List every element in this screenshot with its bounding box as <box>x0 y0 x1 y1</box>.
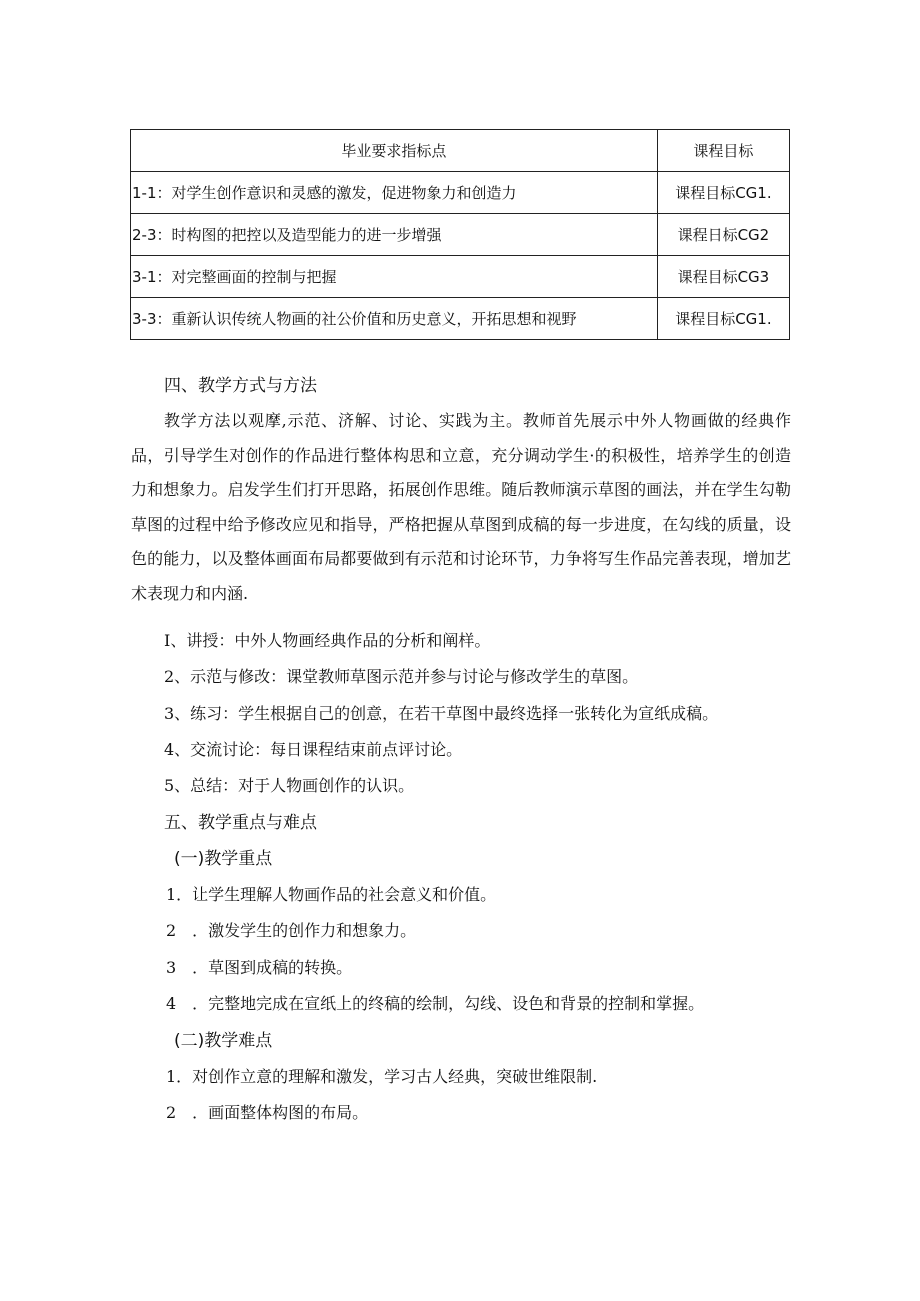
table-header-cell: 课程目标 <box>657 130 789 172</box>
table-header-cell: 毕业要求指标点 <box>131 130 658 172</box>
list-item: 4、交流讨论：每日课程结束前点评讨论。 <box>164 740 463 759</box>
list-item: 3、练习：学生根据自己的创意，在若干草图中最终选择一张转化为宣纸成稿。 <box>164 704 719 723</box>
table-cell: 3-1：对完整画面的控制与把握 <box>131 256 658 298</box>
requirements-table <box>130 129 790 340</box>
table-row <box>131 298 790 340</box>
table-row <box>131 256 790 298</box>
table-row <box>131 214 790 256</box>
list-item: I、讲授：中外人物画经典作品的分析和阐样。 <box>164 631 491 650</box>
list-item: 1．对创作立意的理解和激发，学习古人经典，突破世维限制. <box>166 1067 598 1086</box>
section-5-heading: 五、教学重点与难点 <box>164 813 317 833</box>
list-item: 2 ．激发学生的创作力和想象力。 <box>166 921 417 940</box>
section-4-paragraph: 教学方法以观摩,示范、济解、讨论、实践为主。教师首先展示中外人物画做的经典作品，引导学生对创作的作品进行整体构思和立意，充分调动学生·的积极性，培养学生的创造力和想象力。启发学生们打开思路，拓展创作思维。随后教师演示草图的画法，并在学生勾勒草图的过程中给予修改应见和指导，严格把握从草图到成稿的每一步进度，在勾线的质量，设色的能力，以及整体画面布局都要做到有示范和讨论环节，力争将写生作品完善表现，增加艺术表现力和内涵. <box>131 411 791 603</box>
table-row <box>131 172 790 214</box>
list-item: 1．让学生理解人物画作品的社会意义和价值。 <box>166 885 497 904</box>
table-cell: 1-1：对学生创作意识和灵感的激发，促进物象力和创造力 <box>131 172 658 214</box>
table-cell: 课程目标CG1. <box>657 298 789 340</box>
list-item: 5、总结：对于人物画创作的认识。 <box>164 776 415 795</box>
subsection-heading: (一)教学重点 <box>174 849 273 869</box>
subsection-heading: (二)教学难点 <box>174 1031 273 1051</box>
list-item: 2 ．画面整体构图的布局。 <box>166 1103 369 1122</box>
section-4-heading: 四、教学方式与方法 <box>164 376 317 396</box>
list-item: 4 ．完整地完成在宣纸上的终稿的绘制，勾线、设色和背景的控制和掌握。 <box>166 994 705 1013</box>
table-cell: 课程目标CG3 <box>657 256 789 298</box>
table-cell: 课程日标CG2 <box>657 214 789 256</box>
table-cell: 课程目标CG1. <box>657 172 789 214</box>
list-item: 3 ．草图到成稿的转换。 <box>166 958 353 977</box>
table-cell: 3-3：重新认识传统人物画的社公价值和历史意义，开拓思想和视野 <box>131 298 658 340</box>
table-header-row <box>131 130 790 172</box>
table-cell: 2-3：时构图的把控以及造型能力的进一步增强 <box>131 214 658 256</box>
list-item: 2、示范与修改：课堂教师草图示范并参与讨论与修改学生的草图。 <box>164 667 639 686</box>
